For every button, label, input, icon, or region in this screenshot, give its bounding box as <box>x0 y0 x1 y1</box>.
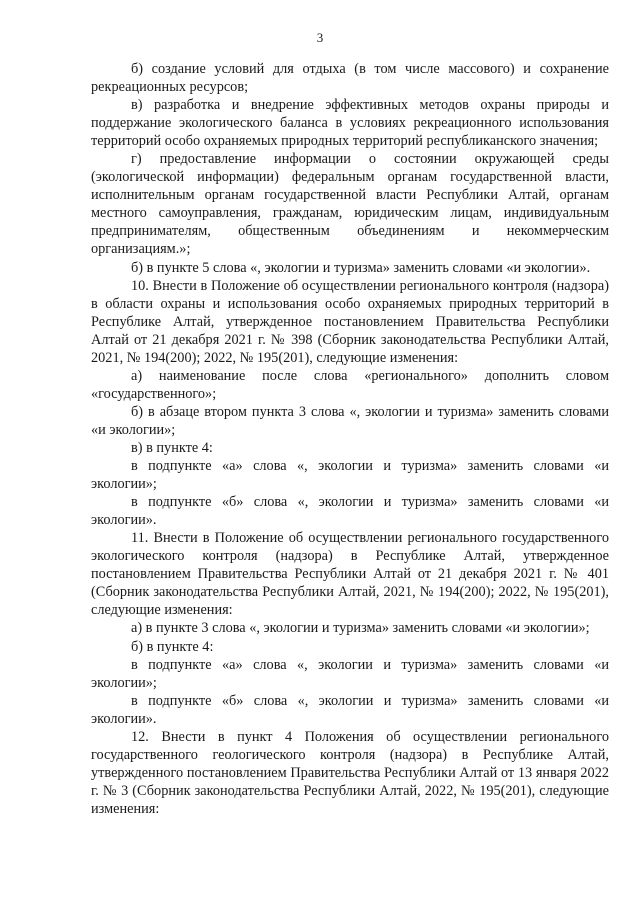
document-body <box>91 60 609 818</box>
paragraph-10-b: б) в абзаце втором пункта 3 слова «, экологии и туризма» заменить словами «и экологии»; <box>91 403 609 438</box>
paragraph-item-12: 12. Внести в пункт 4 Положения об осуществлении регионального государственного геологического контроля (надзора) в Республике Алтай, утвержденного постановлением Правительства Республики Алтай от 13 января 2022 г. № 3 (Сборник законодательства Республики Алтай, 2022, № 195(201), следующие изменения: <box>91 728 609 817</box>
paragraph-10-v-subpoint-b: в подпункте «б» слова «, экологии и туризма» заменить словами «и экологии». <box>91 494 609 529</box>
paragraph-item-10: 10. Внести в Положение об осуществлении регионального контроля (надзора) в области охраны и использования особо охраняемых природных территорий в Республике Алтай, утвержденное постановлением Правительства Республики Алтай от 21 декабря 2021 г. № 398 (Сборник законодательства Республики Алтай, 2021, № 194(200); 2022, № 195(201), следующие изменения: <box>91 277 609 366</box>
paragraph-11-b-subpoint-b: в подпункте «б» слова «, экологии и туризма» заменить словами «и экологии». <box>91 692 609 727</box>
paragraph-b-point-5: б) в пункте 5 слова «, экологии и туризма» заменить словами «и экологии». <box>131 259 591 276</box>
paragraph-11-a: а) в пункте 3 слова «, экологии и туризма» заменить словами «и экологии»; <box>131 620 590 637</box>
paragraph-b-recreation: б) создание условий для отдыха (в том числе массового) и сохранение рекреационных ресурсов; <box>91 61 609 96</box>
paragraph-g-information: г) предоставление информации о состоянии окружающей среды (экологической информации) федеральным органам государственной власти, исполнительным органам государственной власти Республики Алтай, органам местного самоуправления, гражданам, юридическим лицам, индивидуальным предпринимателям, общественным объединениям и некоммерческим организациям.»; <box>91 151 609 258</box>
page-number: 3 <box>316 30 324 45</box>
paragraph-10-v-subpoint-a: в подпункте «а» слова «, экологии и туризма» заменить словами «и экологии»; <box>91 458 609 493</box>
paragraph-item-11: 11. Внести в Положение об осуществлении регионального государственного экологического контроля (надзора) в Республике Алтай, утвержденное постановлением Правительства Республики Алтай от 21 декабря 2021 г. № 401 (Сборник законодательства Республики Алтай, 2021, № 194(200); 2022, № 195(201), следующие изменения: <box>91 530 609 619</box>
paragraph-10-a: а) наименование после слова «регионального» дополнить словом «государственного»; <box>91 367 609 402</box>
paragraph-11-b: б) в пункте 4: <box>131 638 214 655</box>
paragraph-11-b-subpoint-a: в подпункте «а» слова «, экологии и туризма» заменить словами «и экологии»; <box>91 656 609 691</box>
paragraph-v-nature-protection: в) разработка и внедрение эффективных методов охраны природы и поддержание экологического баланса в условиях рекреационного использования территорий особо охраняемых природных территорий республиканского значения; <box>91 97 609 150</box>
paragraph-10-v: в) в пункте 4: <box>131 439 213 456</box>
